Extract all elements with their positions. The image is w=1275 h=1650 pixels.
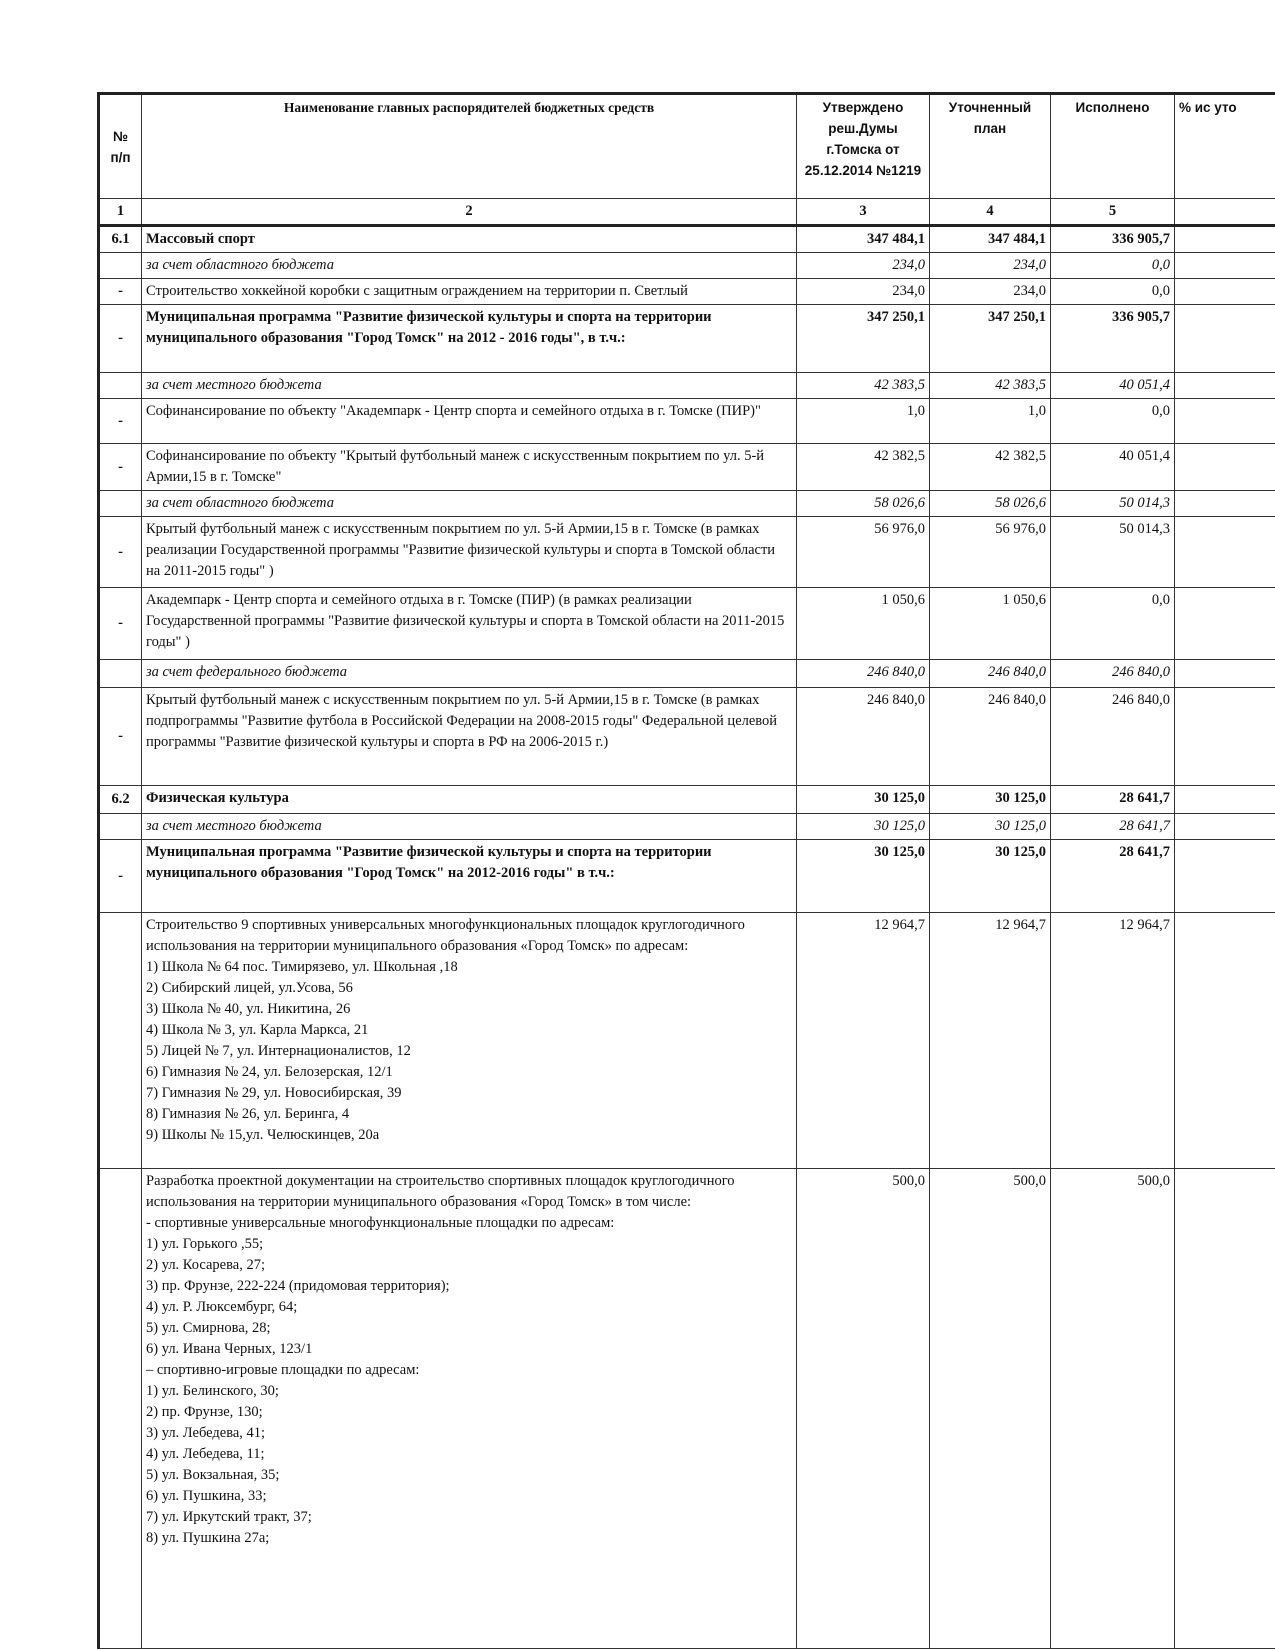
row-name: Строительство хоккейной коробки с защитным ограждением на территории п. Светлый xyxy=(142,279,797,305)
value-percent xyxy=(1175,373,1275,399)
value-percent xyxy=(1175,305,1275,373)
value-percent xyxy=(1175,491,1275,517)
row-number: - xyxy=(99,517,142,588)
value-approved: 347 484,1 xyxy=(797,226,930,253)
value-percent xyxy=(1175,279,1275,305)
value-percent xyxy=(1175,786,1275,814)
value-approved: 347 250,1 xyxy=(797,305,930,373)
value-executed: 0,0 xyxy=(1051,399,1175,444)
value-percent xyxy=(1175,444,1275,491)
value-percent xyxy=(1175,1169,1275,1649)
value-revised-plan: 246 840,0 xyxy=(930,660,1051,688)
row-name: за счет местного бюджета xyxy=(142,814,797,840)
row-name: Разработка проектной документации на строительство спортивных площадок круглогодичного использования на территории муниципального образования «Город Томск» в том числе: - спортивные универсальные многофункциональные площадки по адресам: 1) ул. Горького ,55; 2) ул. Косарева, 27; 3) пр. Фрунзе, 222-224 (придомовая территория); 4) ул. Р. Люксембург, 64; 5) ул. Смирнова, 28; 6) ул. Ивана Черных, 123/1 – спортивно-игровые площадки по адресам: 1) ул. Белинского, 30; 2) пр. Фрунзе, 130; 3) ул. Лебедева, 41; 4) ул. Лебедева, 11; 5) ул. Вокзальная, 35; 6) ул. Пушкина, 33; 7) ул. Иркутский тракт, 37; 8) ул. Пушкина 27а; xyxy=(142,1169,797,1649)
row-name: Крытый футбольный манеж с искусственным покрытием по ул. 5-й Армии,15 в г. Томске (в рамках подпрограммы "Развитие футбола в Российской Федерации на 2008-2015 годы" Федеральной целевой программы "Развитие физической культуры и спорта в РФ на 2006-2015 г.) xyxy=(142,688,797,786)
row-number xyxy=(99,253,142,279)
value-revised-plan: 1,0 xyxy=(930,399,1051,444)
row-name: Крытый футбольный манеж с искусственным покрытием по ул. 5-й Армии,15 в г. Томске (в рамках реализации Государственной программы "Развитие физической культуры и спорта в Томской области на 2011-2015 годы" ) xyxy=(142,517,797,588)
row-number: - xyxy=(99,588,142,660)
value-executed: 40 051,4 xyxy=(1051,444,1175,491)
row-name: Муниципальная программа "Развитие физической культуры и спорта на территории муниципального образования "Город Томск" на 2012-2016 годы" в т.ч.: xyxy=(142,840,797,913)
value-percent xyxy=(1175,840,1275,913)
row-name: Муниципальная программа "Развитие физической культуры и спорта на территории муниципального образования "Город Томск" на 2012 - 2016 годы", в т.ч.: xyxy=(142,305,797,373)
value-executed: 500,0 xyxy=(1051,1169,1175,1649)
value-approved: 42 383,5 xyxy=(797,373,930,399)
table-row xyxy=(99,279,1275,305)
row-name: Строительство 9 спортивных универсальных многофункциональных площадок круглогодичного использования на территории муниципального образования «Город Томск» по адресам: 1) Школа № 64 пос. Тимирязево, ул. Школьная ,18 2) Сибирский лицей, ул.Усова, 56 3) Школа № 40, ул. Никитина, 26 4) Школа № 3, ул. Карла Маркса, 21 5) Лицей № 7, ул. Интернационалистов, 12 6) Гимназия № 24, ул. Белозерская, 12/1 7) Гимназия № 29, ул. Новосибирская, 39 8) Гимназия № 26, ул. Беринга, 4 9) Школы № 15,ул. Челюскинцев, 20а xyxy=(142,913,797,1169)
row-number xyxy=(99,814,142,840)
row-number: - xyxy=(99,688,142,786)
row-number: - xyxy=(99,444,142,491)
value-executed: 50 014,3 xyxy=(1051,491,1175,517)
row-name: Физическая культура xyxy=(142,786,797,814)
value-executed: 0,0 xyxy=(1051,253,1175,279)
value-approved: 42 382,5 xyxy=(797,444,930,491)
value-executed: 0,0 xyxy=(1051,279,1175,305)
value-percent xyxy=(1175,399,1275,444)
table-row xyxy=(99,444,1275,491)
value-percent xyxy=(1175,660,1275,688)
table-row xyxy=(99,226,1275,253)
colnum: 1 xyxy=(99,199,142,226)
row-number: - xyxy=(99,399,142,444)
table-row xyxy=(99,688,1275,786)
colnum: 5 xyxy=(1051,199,1175,226)
value-revised-plan: 56 976,0 xyxy=(930,517,1051,588)
row-number xyxy=(99,913,142,1169)
row-name: Академпарк - Центр спорта и семейного отдыха в г. Томске (ПИР) (в рамках реализации Государственной программы "Развитие физической культуры и спорта в Томской области на 2011-2015 годы" ) xyxy=(142,588,797,660)
table-row xyxy=(99,253,1275,279)
value-executed: 246 840,0 xyxy=(1051,660,1175,688)
value-executed: 28 641,7 xyxy=(1051,786,1175,814)
row-name: за счет областного бюджета xyxy=(142,491,797,517)
row-number xyxy=(99,373,142,399)
table-body xyxy=(99,226,1275,1649)
header-executed: Исполнено xyxy=(1051,94,1175,199)
value-approved: 234,0 xyxy=(797,279,930,305)
value-approved: 1,0 xyxy=(797,399,930,444)
row-name: за счет областного бюджета xyxy=(142,253,797,279)
colnum: 2 xyxy=(142,199,797,226)
value-revised-plan: 12 964,7 xyxy=(930,913,1051,1169)
value-approved: 30 125,0 xyxy=(797,814,930,840)
value-revised-plan: 58 026,6 xyxy=(930,491,1051,517)
value-executed: 12 964,7 xyxy=(1051,913,1175,1169)
table-row xyxy=(99,399,1275,444)
table-row xyxy=(99,840,1275,913)
value-revised-plan: 42 382,5 xyxy=(930,444,1051,491)
header-revised-plan: Уточненный план xyxy=(930,94,1051,199)
value-revised-plan: 500,0 xyxy=(930,1169,1051,1649)
value-executed: 246 840,0 xyxy=(1051,688,1175,786)
value-percent xyxy=(1175,588,1275,660)
value-executed: 28 641,7 xyxy=(1051,814,1175,840)
row-name: Софинансирование по объекту "Академпарк - Центр спорта и семейного отдыха в г. Томске (ПИР)" xyxy=(142,399,797,444)
value-revised-plan: 1 050,6 xyxy=(930,588,1051,660)
colnum: 4 xyxy=(930,199,1051,226)
value-revised-plan: 246 840,0 xyxy=(930,688,1051,786)
row-number xyxy=(99,1169,142,1649)
table-row xyxy=(99,588,1275,660)
value-approved: 12 964,7 xyxy=(797,913,930,1169)
value-revised-plan: 30 125,0 xyxy=(930,786,1051,814)
row-number: - xyxy=(99,840,142,913)
value-percent xyxy=(1175,814,1275,840)
value-approved: 500,0 xyxy=(797,1169,930,1649)
colnum: 3 xyxy=(797,199,930,226)
value-approved: 1 050,6 xyxy=(797,588,930,660)
value-revised-plan: 30 125,0 xyxy=(930,840,1051,913)
header-no: № п/п xyxy=(99,94,142,199)
row-number: 6.2 xyxy=(99,786,142,814)
row-number xyxy=(99,660,142,688)
row-name: Софинансирование по объекту "Крытый футбольный манеж с искусственным покрытием по ул. 5-й Армии,15 в г. Томске" xyxy=(142,444,797,491)
value-revised-plan: 347 484,1 xyxy=(930,226,1051,253)
value-percent xyxy=(1175,913,1275,1169)
table-row xyxy=(99,660,1275,688)
budget-table xyxy=(97,92,1275,1649)
value-approved: 246 840,0 xyxy=(797,688,930,786)
value-approved: 30 125,0 xyxy=(797,840,930,913)
value-approved: 30 125,0 xyxy=(797,786,930,814)
row-name: за счет местного бюджета xyxy=(142,373,797,399)
value-approved: 56 976,0 xyxy=(797,517,930,588)
table-row xyxy=(99,1169,1275,1649)
header-approved: Утверждено реш.Думы г.Томска от 25.12.2014 №1219 xyxy=(797,94,930,199)
value-approved: 234,0 xyxy=(797,253,930,279)
value-executed: 28 641,7 xyxy=(1051,840,1175,913)
table-row xyxy=(99,913,1275,1169)
row-number xyxy=(99,491,142,517)
value-revised-plan: 234,0 xyxy=(930,279,1051,305)
value-revised-plan: 347 250,1 xyxy=(930,305,1051,373)
row-name: Массовый спорт xyxy=(142,226,797,253)
value-percent xyxy=(1175,688,1275,786)
value-executed: 40 051,4 xyxy=(1051,373,1175,399)
value-executed: 0,0 xyxy=(1051,588,1175,660)
value-revised-plan: 42 383,5 xyxy=(930,373,1051,399)
header-row xyxy=(99,94,1275,199)
column-number-row xyxy=(99,199,1275,226)
table-row xyxy=(99,786,1275,814)
value-percent xyxy=(1175,253,1275,279)
table-row xyxy=(99,814,1275,840)
colnum xyxy=(1175,199,1275,226)
value-percent xyxy=(1175,517,1275,588)
value-revised-plan: 234,0 xyxy=(930,253,1051,279)
table-row xyxy=(99,491,1275,517)
value-approved: 246 840,0 xyxy=(797,660,930,688)
row-number: - xyxy=(99,305,142,373)
row-name: за счет федерального бюджета xyxy=(142,660,797,688)
row-number: 6.1 xyxy=(99,226,142,253)
header-name: Наименование главных распорядителей бюджетных средств xyxy=(142,94,797,199)
value-executed: 336 905,7 xyxy=(1051,226,1175,253)
value-revised-plan: 30 125,0 xyxy=(930,814,1051,840)
table-row xyxy=(99,373,1275,399)
value-approved: 58 026,6 xyxy=(797,491,930,517)
row-number: - xyxy=(99,279,142,305)
header-percent: % ис уто xyxy=(1175,94,1275,199)
value-percent xyxy=(1175,226,1275,253)
table-row xyxy=(99,305,1275,373)
table-row xyxy=(99,517,1275,588)
value-executed: 50 014,3 xyxy=(1051,517,1175,588)
value-executed: 336 905,7 xyxy=(1051,305,1175,373)
